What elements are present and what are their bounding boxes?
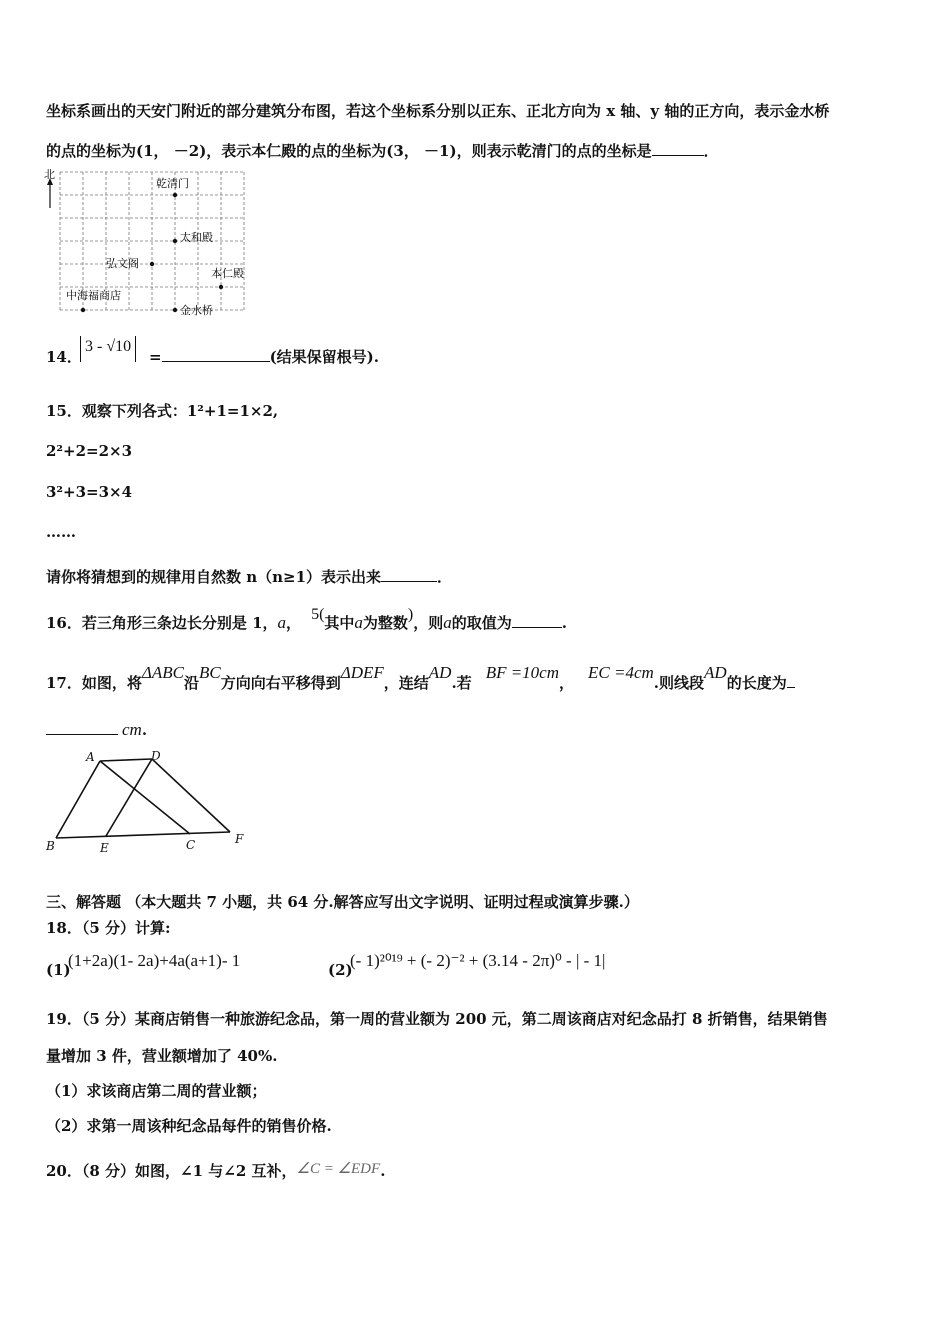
q13-line2-end: ．	[703, 142, 719, 160]
q20-line	[46, 1160, 385, 1181]
fig-label-f: F	[235, 832, 244, 846]
q16-a2: a	[354, 613, 363, 632]
answer-blank	[652, 141, 704, 156]
q16-a1: a	[277, 613, 287, 632]
q17-p5: .若	[451, 674, 472, 692]
fig-label-b: B	[46, 839, 55, 853]
q17-p2: 沿	[183, 674, 199, 692]
q17-abc: ΔABC	[141, 663, 184, 682]
map-label-zhonghaifu: 中海福商店	[66, 289, 121, 302]
answer-blank	[381, 567, 437, 582]
q17-ad2: AD	[704, 663, 727, 682]
q14-abs-expression	[80, 336, 136, 362]
q17-p8: 的长度为	[726, 674, 787, 692]
map-label-benrendian: 本仁殿	[211, 267, 244, 280]
q15-ask-end: ．	[437, 568, 453, 586]
q17-p3: 方向向右平移得到	[220, 674, 341, 692]
q16-comma: ，	[286, 614, 302, 632]
q17-ad: AD	[428, 663, 452, 682]
q18-part2-label: (2)	[328, 961, 353, 979]
q18-title: 18．（5 分）计算:	[46, 919, 171, 937]
q16-p3: 为整数	[362, 614, 408, 632]
q17-end: .	[141, 721, 148, 739]
q13-line2-text: 的点的坐标为(1， －2)，表示本仁殿的点的坐标为(3， －1)，则表示乾清门的点的坐标是	[46, 142, 652, 160]
q16-p4: ，则	[413, 614, 444, 632]
answer-blank	[787, 673, 795, 688]
q17-bf: BF =10cm	[485, 663, 559, 682]
q14-expr: 3 - √10	[85, 338, 132, 355]
q13-line1: 坐标系画出的天安门附近的部分建筑分布图，若这个坐标系分别以正东、正北方向为 x 轴、y 轴的正方向，表示金水桥	[46, 102, 830, 120]
q17-p6: ，	[559, 674, 575, 692]
q15-title: 15．观察下列各式：1²+1=1×2,	[46, 402, 279, 420]
section3-heading: 三、解答题 （本大题共 7 小题，共 64 分.解答应写出文字说明、证明过程或演算步骤.）	[46, 893, 639, 911]
q18-part2-expr: (- 1)²⁰¹⁹ + (- 2)⁻² + (3.14 - 2π)⁰ - | - 1|	[350, 951, 606, 970]
q20-text: 20．（8 分）如图，∠1 与∠2 互补，	[46, 1162, 297, 1180]
q15-ask-text: 请你将猜想到的规律用自然数 n（n≥1）表示出来	[46, 568, 382, 586]
map-north-label: 北	[44, 168, 55, 181]
q14-number: 14．	[46, 348, 82, 366]
q14-note: (结果保留根号).	[269, 348, 379, 366]
q15-line3: 3²+3=3×4	[46, 483, 133, 501]
q15-line2: 2²+2=2×3	[46, 442, 133, 460]
q17-p7: .则线段	[653, 674, 705, 692]
fig-label-a: A	[86, 750, 95, 764]
q17-line1	[46, 663, 795, 693]
q16-p5: 的取值为	[451, 614, 512, 632]
q16-line	[46, 606, 568, 633]
q16-p1: 16．若三角形三条边长分别是 1，	[46, 614, 278, 632]
q19-sub2: （2）求第一周该种纪念品每件的销售价格.	[46, 1117, 332, 1135]
q13-map-figure	[42, 168, 257, 318]
q19-line2: 量增加 3 件，营业额增加了 40%.	[46, 1047, 278, 1065]
q16-a3: a	[443, 613, 452, 632]
q17-unit: cm	[122, 720, 142, 739]
q19-sub1: （1）求该商店第二周的营业额；	[46, 1082, 267, 1100]
q19-line1: 19．（5 分）某商店销售一种旅游纪念品，第一周的营业额为 200 元，第二周该商店对纪念品打 8 折销售，结果销售	[46, 1010, 828, 1028]
q14-eq: =	[149, 348, 162, 366]
q17-def: ΔDEF	[340, 663, 384, 682]
q17-line2	[46, 720, 147, 740]
q18-part1-expr: (1+2a)(1- 2a)+4a(a+1)- 1	[68, 951, 241, 970]
q16-five: 5(	[311, 606, 325, 623]
map-label-taihedian: 太和殿	[180, 231, 213, 244]
q13-line2	[46, 140, 719, 161]
q17-p4: ，连结	[383, 674, 429, 692]
map-label-hongwenge: 弘文阁	[106, 257, 139, 270]
fig-label-d: D	[151, 749, 161, 763]
q16-end: .	[561, 614, 568, 632]
q16-paren: )	[407, 606, 414, 623]
q14-answer	[149, 346, 379, 367]
answer-blank	[162, 347, 270, 362]
q15-ellipsis: ……	[46, 523, 76, 541]
q17-p1: 17．如图，将	[46, 674, 142, 692]
q17-triangle-figure	[40, 748, 255, 858]
q17-bc: BC	[198, 663, 221, 682]
answer-blank	[512, 613, 562, 628]
answer-blank	[46, 720, 118, 735]
q20-expr: ∠C = ∠EDF	[296, 1161, 381, 1177]
map-label-qianqingmen: 乾清门	[156, 177, 189, 190]
q16-p2: 其中	[324, 614, 355, 632]
fig-label-e: E	[100, 841, 109, 855]
q15-ask	[46, 566, 452, 587]
q18-part1-label: (1)	[46, 961, 71, 979]
q20-end: .	[380, 1162, 386, 1180]
map-label-jinshuiqiao: 金水桥	[180, 304, 213, 317]
fig-label-c: C	[186, 838, 196, 852]
q17-ec: EC =4cm	[588, 663, 654, 682]
